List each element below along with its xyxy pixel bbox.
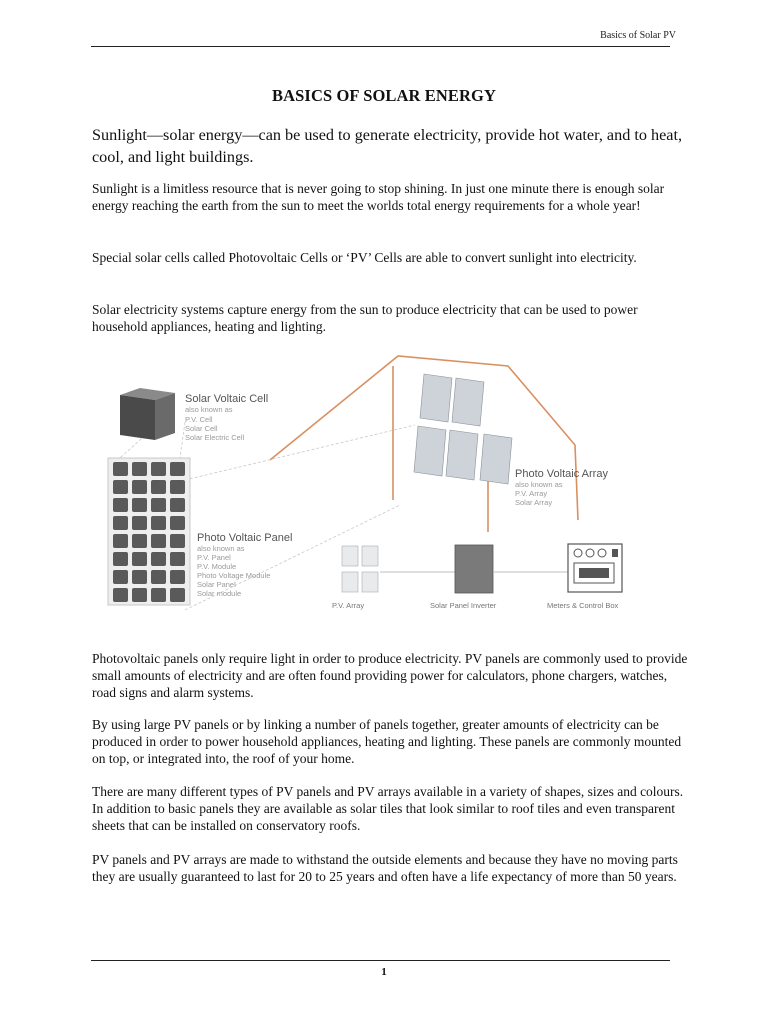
pv-cell-icon xyxy=(151,498,166,512)
pv-cell-icon xyxy=(132,534,147,548)
running-header: Basics of Solar PV xyxy=(600,30,676,41)
pv-panel-icon xyxy=(108,458,190,605)
pv-cell-icon xyxy=(132,588,147,602)
footer-rule xyxy=(91,960,670,961)
panel-item: Photo Voltage Module xyxy=(197,571,271,580)
array-item: Solar Array xyxy=(515,498,553,507)
lead-paragraph: Sunlight—solar energy—can be used to generate electricity, provide hot water, and to heat, cool, and light buildings. xyxy=(92,126,682,166)
pv-cell-icon xyxy=(113,480,128,494)
pv-cell-icon xyxy=(113,534,128,548)
pv-cell-icon xyxy=(113,462,128,476)
pv-array-small-icon xyxy=(342,546,378,592)
array-item: P.V. Array xyxy=(515,489,548,498)
inverter-icon xyxy=(455,545,493,593)
pv-cell-icon xyxy=(151,462,166,476)
meters-control-box-icon xyxy=(568,544,622,592)
cell-item: P.V. Cell xyxy=(185,415,213,424)
paragraph-pv-cells: Special solar cells called Photovoltaic Cells or ‘PV’ Cells are able to convert sunlight into electricity. xyxy=(92,250,637,265)
array-title: Photo Voltaic Array xyxy=(515,468,608,480)
pv-cell-icon xyxy=(113,588,128,602)
pv-cell-icon xyxy=(151,588,166,602)
panel-item: Solar module xyxy=(197,589,242,598)
solar-pv-diagram xyxy=(100,350,650,615)
panel-item: P.V. Module xyxy=(197,562,237,571)
pv-cell-icon xyxy=(170,480,185,494)
panel-item: Solar Panel xyxy=(197,580,236,589)
paragraph-large-panels: By using large PV panels or by linking a number of panels together, greater amounts of electricity can be produced in order to power household appliances, heating and lighting. These panels are commonly mounted on top, or integrated into, the roof of your home. xyxy=(92,717,682,766)
pv-cell-icon xyxy=(151,552,166,566)
array-aka: also known as xyxy=(515,480,563,489)
cell-item: Solar Cell xyxy=(185,424,218,433)
caption-inverter: Solar Panel Inverter xyxy=(430,601,497,610)
panel-item: P.V. Panel xyxy=(197,553,231,562)
pv-cell-icon xyxy=(151,570,166,584)
cell-aka: also known as xyxy=(185,405,233,414)
panel-title: Photo Voltaic Panel xyxy=(197,532,293,544)
paragraph-light-requirement: Photovoltaic panels only require light in order to produce electricity. PV panels are commonly used to provide small amounts of electricity and are often found providing power for calculators, phone chargers, watches, road signs and alarm systems. xyxy=(92,651,688,700)
pv-cell-icon xyxy=(170,570,185,584)
cell-title: Solar Voltaic Cell xyxy=(185,393,269,405)
pv-cell-icon xyxy=(113,498,128,512)
pv-cell-icon xyxy=(170,552,185,566)
paragraph-solar-systems: Solar electricity systems capture energy from the sun to produce electricity that can be used to power household appliances, heating and lighting. xyxy=(92,302,638,334)
pv-cell-icon xyxy=(132,462,147,476)
cell-item: Solar Electric Cell xyxy=(185,433,245,442)
paragraph-limitless-resource: Sunlight is a limitless resource that is never going to stop shining. In just one minute there is enough solar energy reaching the earth from the sun to meet the worlds total energy requirements for a whole year! xyxy=(92,181,665,213)
header-rule xyxy=(91,46,670,47)
page-title: BASICS OF SOLAR ENERGY xyxy=(272,86,496,105)
solar-cell-icon xyxy=(120,388,175,440)
pv-cell-icon xyxy=(113,570,128,584)
pv-cell-icon xyxy=(151,516,166,530)
caption-meters: Meters & Control Box xyxy=(547,601,619,610)
pv-cell-icon xyxy=(113,552,128,566)
page-number: 1 xyxy=(381,966,387,978)
pv-cell-icon xyxy=(170,588,185,602)
pv-cell-icon xyxy=(170,534,185,548)
roof-array-icon xyxy=(414,374,512,484)
paragraph-durability: PV panels and PV arrays are made to withstand the outside elements and because they have no moving parts they are usually guaranteed to last for 20 to 25 years and often have a life expectancy of more than 50 years. xyxy=(92,852,678,884)
pv-cell-icon xyxy=(132,498,147,512)
pv-cell-icon xyxy=(132,552,147,566)
pv-cell-icon xyxy=(170,516,185,530)
pv-cell-icon xyxy=(151,480,166,494)
pv-cell-icon xyxy=(132,480,147,494)
pv-cell-icon xyxy=(170,462,185,476)
pv-cell-icon xyxy=(113,516,128,530)
pv-cell-icon xyxy=(132,570,147,584)
caption-pv-array: P.V. Array xyxy=(332,601,365,610)
pv-cell-icon xyxy=(170,498,185,512)
panel-aka: also known as xyxy=(197,544,245,553)
pv-cell-icon xyxy=(151,534,166,548)
paragraph-panel-types: There are many different types of PV panels and PV arrays available in a variety of shapes, sizes and colours. In addition to basic panels they are available as solar tiles that look similar to roof tiles and even transparent sheets that can be installed on conservatory roofs. xyxy=(92,784,684,833)
pv-cell-icon xyxy=(132,516,147,530)
